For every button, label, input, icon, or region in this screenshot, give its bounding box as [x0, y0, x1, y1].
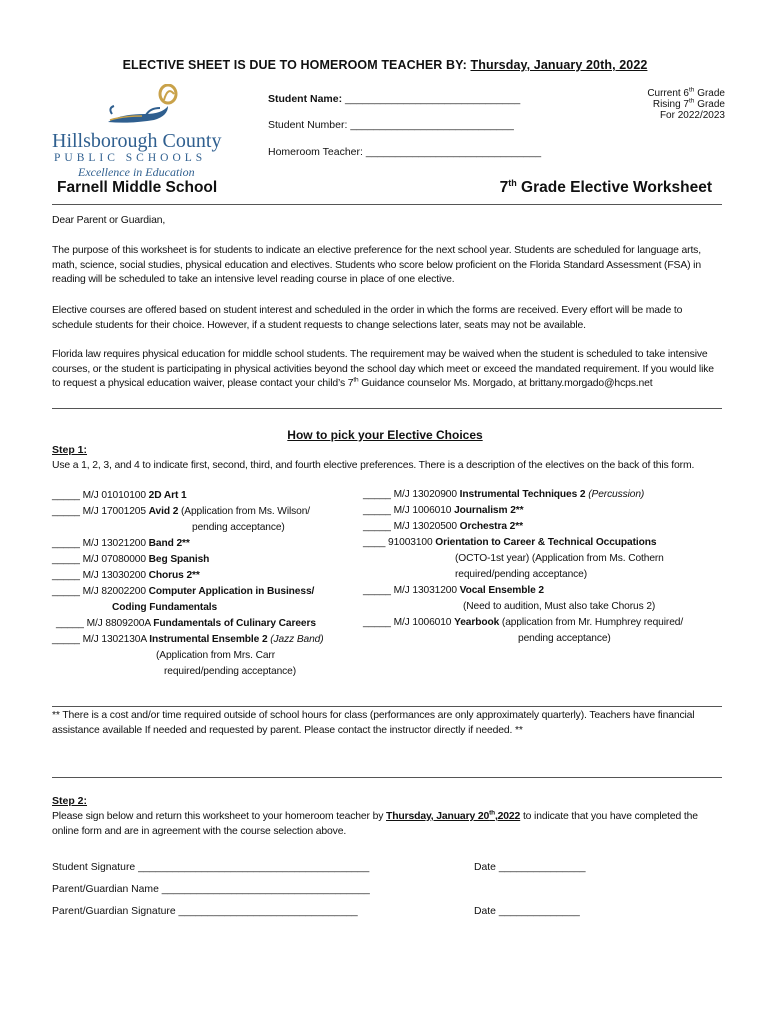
- course-name: Band 2**: [148, 538, 190, 549]
- course-code: M/J 13031200: [393, 585, 460, 596]
- logo-line2: PUBLIC SCHOOLS: [54, 152, 207, 164]
- course-code: M/J 13030200: [82, 570, 149, 581]
- preference-blank[interactable]: _____: [52, 554, 83, 565]
- course-name: Coding Fundamentals: [112, 602, 218, 613]
- due-prefix: ELECTIVE SHEET IS DUE TO HOMEROOM TEACHER BY:: [122, 58, 471, 72]
- course-name: Beg Spanish: [148, 554, 210, 565]
- elective-row: [363, 567, 723, 583]
- course-name: Chorus 2**: [148, 570, 200, 581]
- parent-signature-line[interactable]: _______________________________: [178, 906, 358, 917]
- course-code: M/J 17001205: [82, 506, 149, 517]
- course-code: M/J 01010100: [82, 490, 149, 501]
- elective-row[interactable]: [363, 503, 723, 519]
- step1-text: Use a 1, 2, 3, and 4 to indicate first, second, third, and fourth elective preferences. There is a description of the electives on the back of this form.: [52, 460, 695, 471]
- elective-row[interactable]: [363, 535, 723, 551]
- course-code: M/J 1006010: [393, 617, 455, 628]
- preference-blank[interactable]: _____: [363, 489, 394, 500]
- student-number-row[interactable]: [268, 119, 514, 131]
- course-name: Yearbook: [454, 617, 502, 628]
- greeting: Dear Parent or Guardian,: [52, 215, 166, 226]
- course-note: (OCTO-1st year) (Application from Ms. Cothern: [455, 553, 664, 564]
- course-code: 91003100: [388, 537, 436, 548]
- student-name-row[interactable]: [268, 93, 520, 105]
- date-line[interactable]: _______________: [498, 862, 586, 873]
- elective-row[interactable]: [52, 536, 352, 552]
- course-name: Avid 2: [148, 506, 181, 517]
- course-code: M/J 13020900: [393, 489, 460, 500]
- preference-blank[interactable]: _____: [56, 618, 87, 629]
- preference-blank[interactable]: ____: [363, 537, 388, 548]
- course-code: M/J 1302130A: [82, 634, 150, 645]
- elective-row: [363, 551, 723, 567]
- lamp-icon: [50, 84, 240, 126]
- student-signature-row[interactable]: Student Signature ________________________________________: [52, 862, 370, 873]
- elective-row[interactable]: [52, 552, 352, 568]
- course-note: (Percussion): [588, 489, 645, 500]
- course-code: M/J 13020500: [393, 521, 460, 532]
- course-code: M/J 07080000: [82, 554, 149, 565]
- elective-row[interactable]: [363, 519, 723, 535]
- grade-line2: Rising 7th Grade: [652, 97, 725, 110]
- course-note: (Application from Ms. Wilson/: [181, 506, 311, 517]
- course-name: 2D Art 1: [148, 490, 187, 501]
- course-code: M/J 8809200A: [86, 618, 154, 629]
- course-note: required/pending acceptance): [455, 569, 587, 580]
- preference-blank[interactable]: _____: [52, 586, 83, 597]
- course-note: required/pending acceptance): [164, 666, 296, 677]
- grade-line3: For 2022/2023: [659, 110, 725, 121]
- course-name: Instrumental Ensemble 2: [149, 634, 271, 645]
- paragraph-purpose: The purpose of this worksheet is for students to indicate an elective preference for the next school year. Students are scheduled for language arts, math, science, social studies, physical education and electives. Students who score below proficient on the Florida Standard Assessment (FSA) in reading will be scheduled to take an intensive level reading course in place of one elective.: [52, 245, 701, 285]
- elective-row: [363, 631, 723, 647]
- elective-row[interactable]: [363, 583, 723, 599]
- course-name: Vocal Ensemble 2: [459, 585, 544, 596]
- divider: [52, 777, 722, 778]
- course-code: M/J 1006010: [393, 505, 455, 516]
- homeroom-row[interactable]: [268, 146, 541, 158]
- elective-row: [52, 648, 352, 664]
- course-note: pending acceptance): [518, 633, 611, 644]
- student-name-label: Student Name:: [268, 93, 343, 105]
- course-name: Orientation to Career & Technical Occupations: [435, 537, 657, 548]
- elective-row[interactable]: [52, 504, 352, 520]
- school-name: Farnell Middle School: [57, 179, 218, 196]
- date2-row[interactable]: Date ______________: [474, 906, 580, 917]
- course-code: M/J 13021200: [82, 538, 149, 549]
- homeroom-label: Homeroom Teacher:: [268, 146, 363, 158]
- date-row[interactable]: Date _______________: [474, 862, 586, 873]
- elective-row[interactable]: [363, 615, 723, 631]
- preference-blank[interactable]: _____: [52, 490, 83, 501]
- step2-text: Please sign below and return this worksheet to your homeroom teacher by Thursday, January 20th,2022 to indicate that you have completed the online form and are in agreement with the course selection above.: [52, 809, 698, 837]
- parent-name-row[interactable]: Parent/Guardian Name ____________________________________: [52, 884, 370, 895]
- grade-line1: Current 6th Grade: [647, 86, 725, 99]
- course-code: M/J 82002200: [82, 586, 149, 597]
- due-header: [0, 58, 770, 72]
- course-note: pending acceptance): [192, 522, 285, 533]
- elective-row[interactable]: [52, 488, 352, 504]
- right-elective-list: [363, 487, 723, 647]
- how-to-heading: How to pick your Elective Choices: [287, 428, 483, 442]
- preference-blank[interactable]: _____: [363, 617, 394, 628]
- step2-label: Step 2:: [52, 795, 88, 807]
- course-note: (Jazz Band): [270, 634, 324, 645]
- elective-row: [52, 600, 352, 616]
- course-note: (application from Mr. Humphrey required/: [501, 617, 684, 628]
- preference-blank[interactable]: _____: [52, 506, 83, 517]
- divider: [52, 706, 722, 707]
- step1-label: Step 1:: [52, 444, 88, 456]
- course-name: Fundamentals of Culinary Careers: [153, 618, 316, 629]
- worksheet-title: 7th Grade Elective Worksheet: [499, 177, 712, 196]
- paragraph-pe: Florida law requires physical education for middle school students. The requirement may be waived when the student is scheduled to take intensive courses, or the student is participating in physical activities beyond the school day which meet or exceed the mandated requirement. If you would like to request a physical education waiver, please contact your child’s 7th Guidance counselor Ms. Morgado, at brittany.morgado@hcps.net: [52, 349, 714, 389]
- cost-note: ** There is a cost and/or time required outside of school hours for class (performances are only approximately quarterly). Teachers have financial assistance available If needed and requested by parent. Please contact the instructor directly if needed. **: [52, 710, 695, 736]
- student-number-line[interactable]: ____________________________: [350, 119, 514, 131]
- course-name: Orchestra 2**: [459, 521, 523, 532]
- divider: [52, 204, 722, 205]
- elective-row[interactable]: [52, 568, 352, 584]
- logo-line1: Hillsborough County: [52, 130, 222, 152]
- paragraph-scheduling: Elective courses are offered based on student interest and scheduled in the order in which the forms are received. Every effort will be made to schedule students for their choice. However, if a student requests to change selections later, seats may not be available.: [52, 305, 683, 331]
- course-name: Journalism 2**: [454, 505, 524, 516]
- parent-signature-row[interactable]: Parent/Guardian Signature _______________________________: [52, 906, 358, 917]
- district-logo: [50, 84, 240, 179]
- preference-blank[interactable]: _____: [363, 505, 394, 516]
- course-name: Instrumental Techniques 2: [459, 489, 589, 500]
- left-elective-list: [52, 488, 352, 680]
- parent-name-line[interactable]: ____________________________________: [161, 884, 370, 895]
- preference-blank[interactable]: _____: [52, 538, 83, 549]
- date2-line[interactable]: ______________: [498, 906, 580, 917]
- course-note: (Application from Mrs. Carr: [156, 650, 276, 661]
- divider: [52, 408, 722, 409]
- course-note: (Need to audition, Must also take Chorus 2): [463, 601, 656, 612]
- elective-row[interactable]: [52, 584, 352, 600]
- elective-row: [363, 599, 723, 615]
- preference-blank[interactable]: _____: [363, 521, 394, 532]
- preference-blank[interactable]: _____: [52, 570, 83, 581]
- elective-row: [52, 664, 352, 680]
- elective-row[interactable]: [52, 616, 352, 632]
- preference-blank[interactable]: _____: [363, 585, 394, 596]
- logo-line3: Excellence in Education: [78, 165, 195, 179]
- student-signature-line[interactable]: ________________________________________: [138, 862, 370, 873]
- elective-row[interactable]: [52, 632, 352, 648]
- elective-row: [52, 520, 352, 536]
- grade-box: [647, 88, 725, 121]
- due-date: Thursday, January 20th, 2022: [470, 58, 648, 72]
- elective-row[interactable]: [363, 487, 723, 503]
- student-number-label: Student Number:: [268, 119, 348, 131]
- course-name: Computer Application in Business/: [148, 586, 315, 597]
- student-name-line[interactable]: ______________________________: [345, 93, 521, 105]
- homeroom-line[interactable]: ______________________________: [365, 146, 542, 158]
- preference-blank[interactable]: _____: [52, 634, 83, 645]
